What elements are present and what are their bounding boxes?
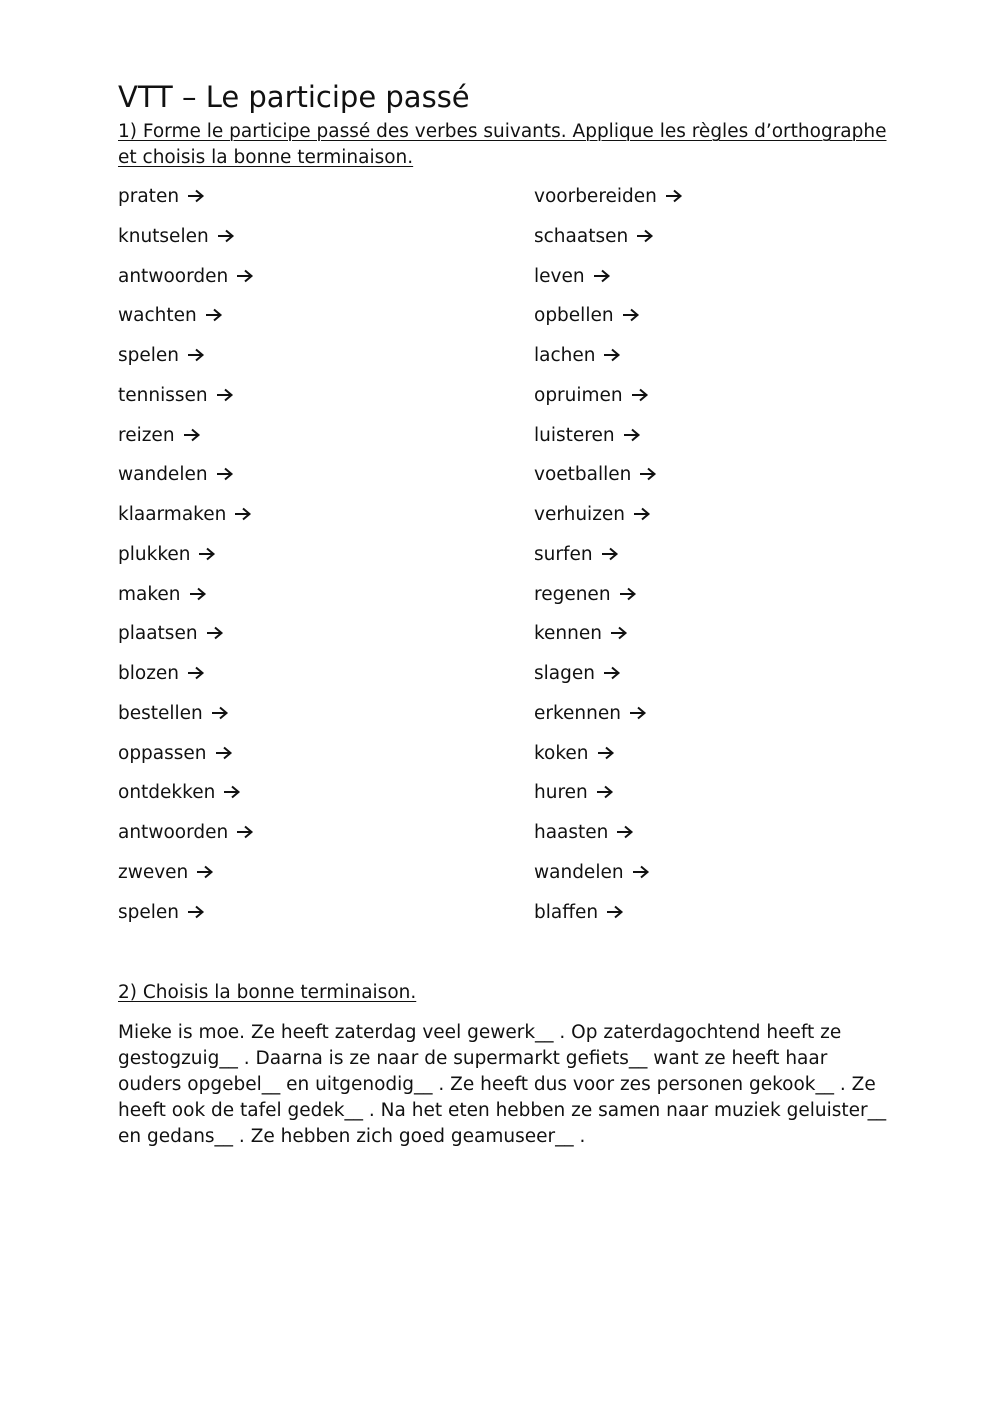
verb-item-left bbox=[118, 499, 253, 531]
verb-item-left bbox=[118, 579, 208, 611]
right-arrow-icon bbox=[622, 428, 642, 442]
verb-label: lachen bbox=[534, 345, 596, 366]
right-arrow-icon bbox=[222, 785, 242, 799]
verb-row bbox=[118, 181, 898, 221]
exercise-2-instruction: 2) Choisis la bonne terminaison. bbox=[118, 982, 417, 1003]
verb-item-right bbox=[534, 738, 616, 770]
verb-item-right bbox=[534, 539, 620, 571]
verb-label: voetballen bbox=[534, 464, 632, 486]
right-arrow-icon bbox=[216, 229, 236, 243]
verb-label: koken bbox=[534, 742, 589, 764]
verb-item-right bbox=[534, 340, 622, 372]
verb-label: schaatsen bbox=[534, 225, 629, 247]
verb-label: luisteren bbox=[534, 424, 615, 446]
verb-row bbox=[118, 698, 898, 738]
right-arrow-icon bbox=[596, 746, 616, 760]
verb-item-left bbox=[118, 817, 255, 849]
verb-label: kennen bbox=[534, 623, 602, 645]
right-arrow-icon bbox=[235, 825, 255, 839]
verb-row bbox=[118, 897, 898, 937]
right-arrow-icon bbox=[600, 547, 620, 561]
verb-item-right bbox=[534, 221, 655, 253]
verb-label: wandelen bbox=[534, 861, 624, 883]
right-arrow-icon bbox=[609, 626, 629, 640]
verb-label: huren bbox=[534, 782, 588, 804]
right-arrow-icon bbox=[638, 467, 658, 481]
verb-item-right bbox=[534, 380, 650, 412]
verb-label: surfen bbox=[534, 543, 593, 565]
verb-label: haasten bbox=[534, 822, 609, 843]
verb-item-left bbox=[118, 300, 224, 332]
right-arrow-icon bbox=[635, 229, 655, 243]
verb-row bbox=[118, 300, 898, 340]
right-arrow-icon bbox=[631, 865, 651, 879]
verb-item-right bbox=[534, 777, 615, 809]
verb-item-left bbox=[118, 340, 206, 372]
verb-row bbox=[118, 539, 898, 579]
verb-label: leven bbox=[534, 265, 585, 287]
right-arrow-icon bbox=[602, 666, 622, 680]
right-arrow-icon bbox=[595, 785, 615, 799]
verb-label: slagen bbox=[534, 663, 595, 684]
verb-item-right bbox=[534, 181, 684, 213]
verb-label: opruimen bbox=[534, 384, 623, 406]
exercise-2-paragraph: Mieke is moe. Ze heeft zaterdag veel gewerk__ . Op zaterdagochtend heeft ze gestogzuig__ . Daarna is ze naar de supermarkt gefiets__ want ze heeft haar ouders opgebel__ en uitgenodig__ . Ze heeft dus voor zes personen gekook__ . Ze heeft ook de tafel gedek__ . Na het eten hebben ze samen naar muziek geluister__ en gedans__ . Ze hebben zich goed geamuseer__ . bbox=[118, 1022, 887, 1147]
verb-item-left bbox=[118, 380, 235, 412]
verb-item-right bbox=[534, 817, 635, 849]
verb-label: antwoorden bbox=[118, 822, 229, 843]
verb-label: antwoorden bbox=[118, 265, 229, 287]
right-arrow-icon bbox=[602, 348, 622, 362]
right-arrow-icon bbox=[210, 706, 230, 720]
right-arrow-icon bbox=[182, 428, 202, 442]
right-arrow-icon bbox=[628, 706, 648, 720]
right-arrow-icon bbox=[186, 189, 206, 203]
right-arrow-icon bbox=[215, 467, 235, 481]
verb-item-left bbox=[118, 420, 202, 452]
verb-list bbox=[118, 181, 898, 936]
verb-item-right bbox=[534, 300, 641, 332]
verb-row bbox=[118, 738, 898, 778]
verb-row bbox=[118, 777, 898, 817]
verb-item-left bbox=[118, 181, 206, 213]
verb-label: oppassen bbox=[118, 742, 207, 764]
right-arrow-icon bbox=[204, 308, 224, 322]
verb-item-left bbox=[118, 261, 255, 293]
verb-item-left bbox=[118, 539, 217, 571]
verb-label: opbellen bbox=[534, 305, 614, 327]
verb-item-right bbox=[534, 658, 622, 690]
verb-item-left bbox=[118, 777, 242, 809]
verb-row bbox=[118, 499, 898, 539]
right-arrow-icon bbox=[618, 587, 638, 601]
verb-row bbox=[118, 380, 898, 420]
verb-item-left bbox=[118, 698, 230, 730]
page-title: VTT – Le participe passé bbox=[118, 80, 470, 115]
verb-row bbox=[118, 618, 898, 658]
verb-item-left bbox=[118, 658, 206, 690]
right-arrow-icon bbox=[592, 269, 612, 283]
verb-item-left bbox=[118, 857, 215, 889]
verb-item-right bbox=[534, 618, 629, 650]
verb-item-left bbox=[118, 459, 235, 491]
exercise-1-instruction: 1) Forme le participe passé des verbes suivants. Applique les règles d’orthographe et choisis la bonne terminaison. bbox=[118, 121, 887, 168]
right-arrow-icon bbox=[188, 587, 208, 601]
right-arrow-icon bbox=[186, 905, 206, 919]
right-arrow-icon bbox=[605, 905, 625, 919]
right-arrow-icon bbox=[197, 547, 217, 561]
verb-row bbox=[118, 658, 898, 698]
verb-item-left bbox=[118, 221, 236, 253]
verb-label: knutselen bbox=[118, 225, 209, 247]
verb-label: bestellen bbox=[118, 702, 203, 724]
verb-item-right bbox=[534, 261, 612, 293]
verb-label: erkennen bbox=[534, 702, 621, 724]
right-arrow-icon bbox=[233, 507, 253, 521]
verb-label: spelen bbox=[118, 345, 180, 366]
verb-item-right bbox=[534, 698, 648, 730]
right-arrow-icon bbox=[632, 507, 652, 521]
verb-label: regenen bbox=[534, 583, 611, 605]
verb-item-left bbox=[118, 897, 206, 929]
right-arrow-icon bbox=[205, 626, 225, 640]
verb-label: spelen bbox=[118, 901, 180, 923]
verb-item-right bbox=[534, 857, 651, 889]
right-arrow-icon bbox=[214, 746, 234, 760]
verb-item-left bbox=[118, 618, 225, 650]
verb-label: voorbereiden bbox=[534, 186, 657, 207]
verb-item-right bbox=[534, 499, 652, 531]
verb-item-right bbox=[534, 579, 638, 611]
verb-row bbox=[118, 857, 898, 897]
verb-label: klaarmaken bbox=[118, 504, 227, 525]
verb-item-right bbox=[534, 897, 625, 929]
verb-label: blozen bbox=[118, 663, 180, 684]
right-arrow-icon bbox=[664, 189, 684, 203]
right-arrow-icon bbox=[186, 666, 206, 680]
verb-row bbox=[118, 459, 898, 499]
verb-label: tennissen bbox=[118, 384, 208, 406]
verb-row bbox=[118, 340, 898, 380]
right-arrow-icon bbox=[215, 388, 235, 402]
verb-label: plaatsen bbox=[118, 623, 198, 645]
right-arrow-icon bbox=[186, 348, 206, 362]
verb-label: wachten bbox=[118, 305, 197, 327]
right-arrow-icon bbox=[621, 308, 641, 322]
verb-item-left bbox=[118, 738, 234, 770]
verb-row bbox=[118, 420, 898, 460]
verb-row bbox=[118, 817, 898, 857]
right-arrow-icon bbox=[195, 865, 215, 879]
verb-label: ontdekken bbox=[118, 782, 216, 804]
verb-label: plukken bbox=[118, 543, 191, 565]
verb-label: blaffen bbox=[534, 901, 599, 923]
right-arrow-icon bbox=[630, 388, 650, 402]
verb-item-right bbox=[534, 420, 642, 452]
right-arrow-icon bbox=[615, 825, 635, 839]
right-arrow-icon bbox=[235, 269, 255, 283]
verb-label: wandelen bbox=[118, 464, 208, 486]
verb-row bbox=[118, 221, 898, 261]
verb-item-right bbox=[534, 459, 658, 491]
verb-label: verhuizen bbox=[534, 504, 626, 525]
verb-label: praten bbox=[118, 186, 180, 207]
verb-label: zweven bbox=[118, 861, 189, 883]
verb-label: reizen bbox=[118, 424, 175, 446]
verb-label: maken bbox=[118, 583, 181, 605]
verb-row bbox=[118, 579, 898, 619]
verb-row bbox=[118, 261, 898, 301]
